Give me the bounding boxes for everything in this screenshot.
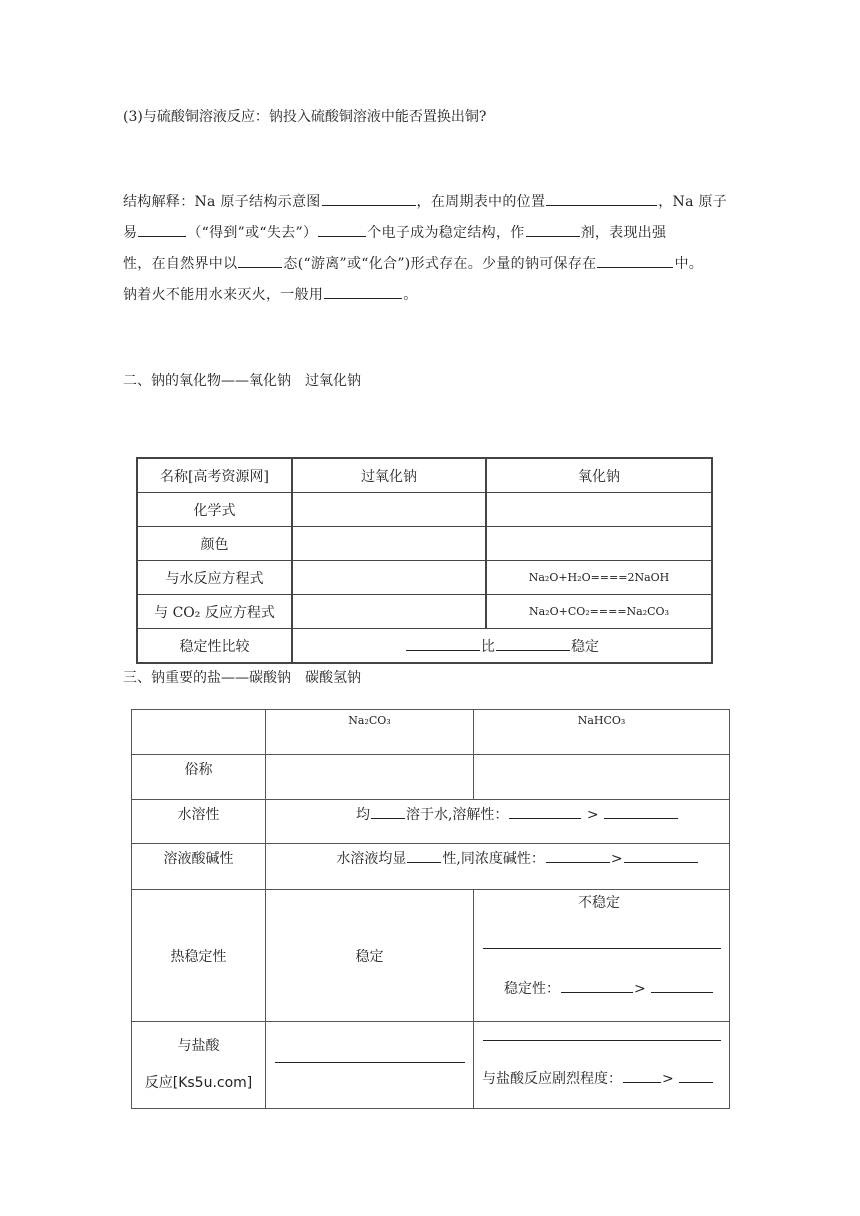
question-3: (3)与硫酸铜溶液反应：钠投入硫酸铜溶液中能否置换出铜? xyxy=(123,109,487,125)
text: 稳定性： xyxy=(504,981,560,997)
table-row xyxy=(132,755,730,800)
row-label: 俗称 xyxy=(132,755,266,800)
answer-cell[interactable] xyxy=(292,561,486,595)
text: > xyxy=(610,851,623,867)
blank[interactable] xyxy=(407,850,441,863)
text: （“得到”或“失去”） xyxy=(187,225,318,241)
blank[interactable] xyxy=(651,980,713,993)
row-label: 热稳定性 xyxy=(132,890,266,1022)
stability-compare xyxy=(292,629,712,664)
blank[interactable] xyxy=(597,255,673,268)
row-label: 溶液酸碱性 xyxy=(132,844,266,890)
row-label: 颜色 xyxy=(137,527,292,561)
header-na2co3: Na₂CO₃ xyxy=(266,710,474,755)
blank[interactable] xyxy=(526,224,580,237)
blank[interactable] xyxy=(624,850,698,863)
table-row xyxy=(137,527,712,561)
blank[interactable] xyxy=(406,638,480,651)
text: 结构解释：Na 原子结构示意图 xyxy=(123,194,321,210)
row-label: 与水反应方程式 xyxy=(137,561,292,595)
row-label: 化学式 xyxy=(137,493,292,527)
structure-explanation xyxy=(123,187,735,311)
section-2-title: 二、钠的氧化物——氧化钠 过氧化钠 xyxy=(123,373,361,389)
nahco3-hcl xyxy=(474,1022,730,1109)
answer-cell[interactable] xyxy=(292,527,486,561)
blank[interactable] xyxy=(483,936,721,949)
text: ，在周期表中的位置 xyxy=(416,194,546,210)
header-na2o: 氧化钠 xyxy=(486,458,712,493)
text: 水溶液均显 xyxy=(336,851,407,867)
text: 与盐酸反应剧烈程度： xyxy=(482,1071,622,1087)
blank[interactable] xyxy=(238,255,282,268)
answer-cell[interactable] xyxy=(474,755,730,800)
blank[interactable] xyxy=(561,980,633,993)
blank[interactable] xyxy=(138,224,186,237)
row-label: 稳定性比较 xyxy=(137,629,292,664)
blank[interactable] xyxy=(483,1028,721,1041)
text: > xyxy=(634,981,646,997)
blank[interactable] xyxy=(623,1070,661,1083)
blank[interactable] xyxy=(275,1050,465,1063)
na2co3-hcl xyxy=(266,1022,474,1109)
table-row xyxy=(137,458,712,493)
table-row xyxy=(137,493,712,527)
blank[interactable] xyxy=(509,806,581,819)
blank[interactable] xyxy=(371,806,405,819)
blank[interactable] xyxy=(318,224,366,237)
row-label: 与 CO₂ 反应方程式 xyxy=(137,595,292,629)
text: 性，在自然界中以 xyxy=(123,256,238,272)
table-row xyxy=(132,1022,730,1109)
answer-cell[interactable] xyxy=(266,755,474,800)
answer-cell[interactable] xyxy=(486,527,712,561)
na2co3-stability: 稳定 xyxy=(266,890,474,1022)
text: 稳定 xyxy=(571,638,599,655)
equation-na2o-co2: Na₂O+CO₂====Na₂CO₃ xyxy=(486,595,712,629)
table-row xyxy=(132,710,730,755)
answer-cell[interactable] xyxy=(292,595,486,629)
text: 中。 xyxy=(674,256,704,272)
carbonate-table xyxy=(131,709,730,1109)
header-na2o2: 过氧化钠 xyxy=(292,458,486,493)
blank[interactable] xyxy=(546,193,657,206)
table-row xyxy=(132,844,730,890)
text: 易 xyxy=(123,225,138,241)
table-row xyxy=(137,561,712,595)
text: > xyxy=(662,1071,674,1087)
row-label: 水溶性 xyxy=(132,800,266,844)
blank[interactable] xyxy=(496,638,570,651)
table-row xyxy=(137,629,712,664)
text: 钠着火不能用水来灭火，一般用 xyxy=(123,287,324,303)
corner-cell xyxy=(132,710,266,755)
blank[interactable] xyxy=(679,1070,713,1083)
blank[interactable] xyxy=(324,286,402,299)
header-nahco3: NaHCO₃ xyxy=(474,710,730,755)
table-row xyxy=(132,890,730,1022)
text: 与盐酸 xyxy=(177,1038,220,1054)
solubility-cell xyxy=(266,800,730,844)
unstable-text: 不稳定 xyxy=(578,895,620,911)
blank[interactable] xyxy=(604,806,678,819)
oxide-table xyxy=(136,457,713,664)
hcl-compare xyxy=(482,1068,714,1088)
text: 性,同浓度碱性： xyxy=(442,851,545,867)
text: 比 xyxy=(481,638,495,655)
nahco3-stability xyxy=(474,890,730,1022)
table-row xyxy=(132,800,730,844)
blank[interactable] xyxy=(546,850,610,863)
text: 反应[Ks5u.com] xyxy=(144,1075,253,1091)
blank[interactable] xyxy=(322,193,416,206)
header-name: 名称[高考资源网] xyxy=(137,458,292,493)
stability-compare xyxy=(504,978,714,998)
text: 态(“游离”或“化合”)形式存在。少量的钠可保存在 xyxy=(283,256,597,272)
text: 均 xyxy=(355,807,370,823)
text: 。 xyxy=(403,287,418,303)
section-3-title: 三、钠重要的盐——碳酸钠 碳酸氢钠 xyxy=(123,670,361,686)
row-label xyxy=(132,1022,266,1109)
table-row xyxy=(137,595,712,629)
text: ，Na 原子 xyxy=(658,194,728,210)
text: 个电子成为稳定结构，作 xyxy=(367,225,525,241)
text: 溶于水,溶解性： xyxy=(405,807,509,823)
alkalinity-cell xyxy=(266,844,730,890)
text: > xyxy=(586,807,599,823)
text: 剂，表现出强 xyxy=(580,225,667,241)
answer-cell[interactable] xyxy=(292,493,486,527)
answer-cell[interactable] xyxy=(486,493,712,527)
equation-na2o-water: Na₂O+H₂O====2NaOH xyxy=(486,561,712,595)
